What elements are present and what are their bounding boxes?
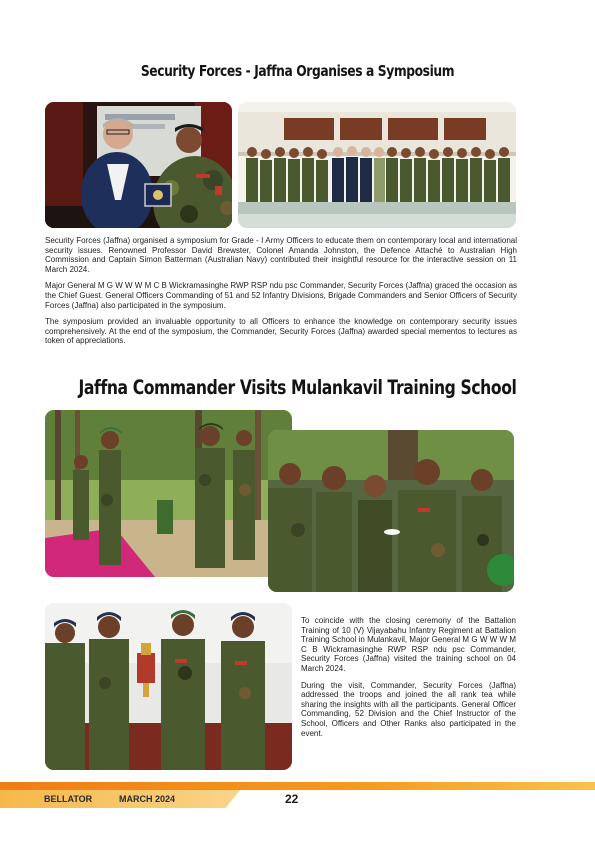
photo-tea-with-troops bbox=[268, 430, 514, 592]
footer-issue-date: MARCH 2024 bbox=[119, 794, 176, 804]
footer-band bbox=[0, 782, 595, 790]
photo-commander-greeting bbox=[45, 410, 292, 577]
article-2-title: Jaffna Commander Visits Mulankavil Training School bbox=[78, 376, 517, 399]
article-1-paragraph: The symposium provided an invaluable opportunity to all Officers to enhance the knowledge on contemporary security issues comprehensively. At the end of the symposium, the Commander, Security Forces (Jaffna) awarded special mementos to lectures as token of appreciations. bbox=[45, 317, 517, 346]
article-1-body bbox=[45, 236, 517, 353]
photo-symposium-group bbox=[238, 102, 516, 228]
page-number: 22 bbox=[285, 792, 299, 806]
footer-magazine-name: BELLATOR bbox=[44, 794, 93, 804]
photo-trophy-presentation bbox=[45, 603, 292, 770]
article-2-paragraph: During the visit, Commander, Security Forces (Jaffna) addressed the troops and joined the all rank tea while sharing the insights with all the participants. General Officer Commanding, 52 Division and the Chief Instructor of the School, Officers and Other Ranks also participated in the event. bbox=[301, 680, 516, 738]
photo-memento-presentation bbox=[45, 102, 232, 228]
article-1-title: Security Forces - Jaffna Organises a Symposium bbox=[140, 62, 455, 80]
article-1-paragraph: Major General M G W W W M C B Wickramasinghe RWP RSP ndu psc Commander, Security Forces (Jaffna) graced the occasion as the Chief Guest. General Officers Commanding of 51 and 52 Infantry Divisions, Brigade Commanders and Senior Officers of Security Forces (Jaffna) also participated in the symposium. bbox=[45, 281, 518, 310]
article-2-body bbox=[301, 616, 516, 745]
article-1-paragraph: Security Forces (Jaffna) organised a symposium for Grade - I Army Officers to educate them on contemporary local and international security issues. Renowned Professor David Brewster, Colonel Amanda Johnston, the Defence Attaché to Australian High Commission and Captain Simon Batterman (Australian Navy) contributed their insightful resource for the interactive session on 11 March 2024. bbox=[45, 236, 517, 274]
article-2-paragraph: To coincide with the closing ceremony of the Battalion Training of 10 (V) Vijayabahu Infantry Regiment at Battalion Training School in Mulankavil, Major General M G W W W M C B Wickramasinghe RWP RSP ndu psc Commander, Security Forces (Jaffna) visited the training school on 04 March 2024. bbox=[301, 616, 516, 673]
